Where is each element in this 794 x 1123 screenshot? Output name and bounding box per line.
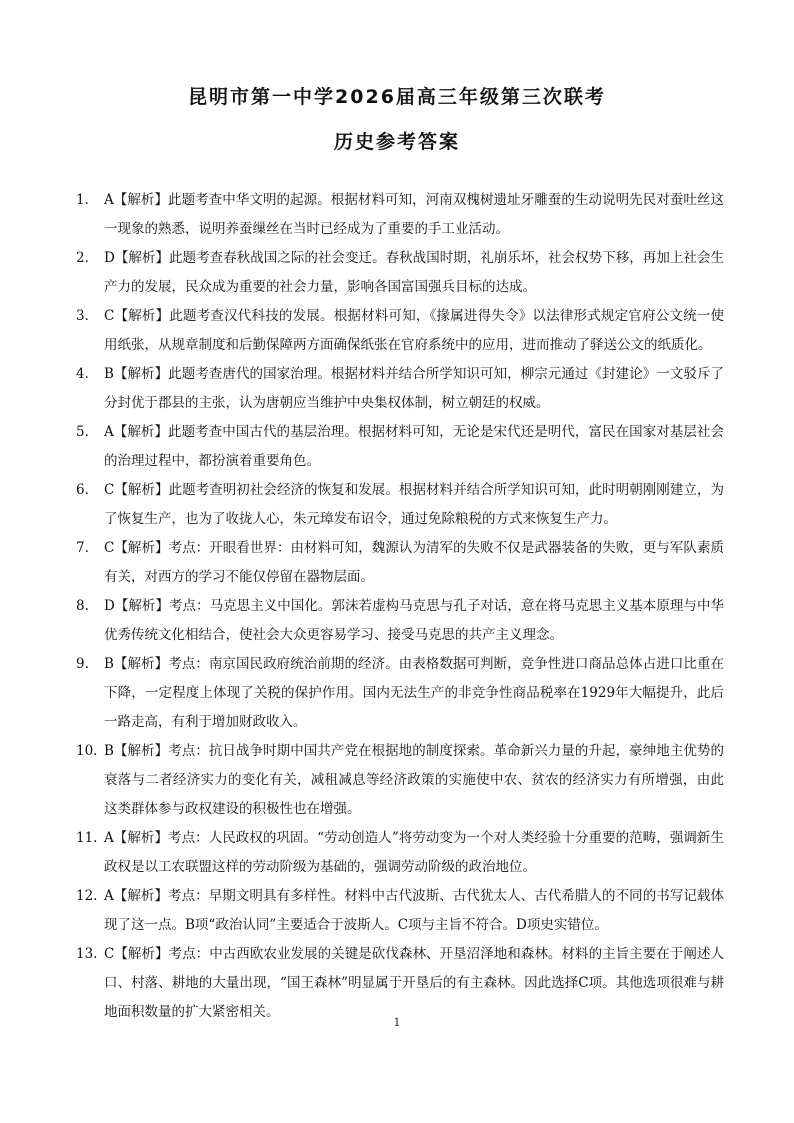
answer-text: C【解析】此题考查汉代科技的发展。根据材料可知，《掾属进得失令》以法律形式规定官府公文统一使用纸张，从规章制度和后勤保障两方面确保纸张在官府系统中的应用，进而推动了驿送公文的纸质化。 — [104, 308, 724, 353]
answer-number: 12. — [76, 888, 98, 904]
answer-number: 11. — [76, 830, 98, 846]
answer-number: 5． — [76, 424, 99, 440]
answer-number: 1． — [76, 192, 99, 208]
answer-number: 10. — [76, 743, 98, 759]
answer-item-4 — [76, 360, 724, 418]
answer-text: B【解析】考点：抗日战争时期中国共产党在根据地的制度探索。革命新兴力量的升起，豪绅地主优势的衰落与二者经济实力的变化有关，减租减息等经济政策的实施使中农、贫农的经济实力有所增强，由此这类群体参与政权建设的积极性也在增强。 — [104, 743, 724, 817]
answer-number: 4． — [76, 366, 99, 382]
answer-item-12 — [76, 882, 724, 940]
answer-text: D【解析】此题考查春秋战国之际的社会变迁。春秋战国时期，礼崩乐坏，社会权势下移，再加上社会生产力的发展，民众成为重要的社会力量，影响各国富国强兵目标的达成。 — [104, 250, 724, 295]
answer-number: 8. — [76, 598, 89, 614]
answer-number: 6． — [76, 482, 99, 498]
answer-text: D【解析】考点：马克思主义中国化。郭沫若虚构马克思与孔子对话，意在将马克思主义基本原理与中华优秀传统文化相结合，使社会大众更容易学习、接受马克思的共产主义理念。 — [104, 598, 724, 643]
answer-number: 3． — [76, 308, 99, 324]
answer-item-3 — [76, 302, 724, 360]
answer-item-10 — [76, 737, 724, 824]
answer-text: C【解析】考点：开眼看世界：由材料可知，魏源认为清军的失败不仅是武器装备的失败，更与军队素质有关，对西方的学习不能仅停留在器物层面。 — [104, 540, 724, 585]
answer-item-6 — [76, 476, 724, 534]
page-subtitle: 历史参考答案 — [333, 131, 460, 153]
answer-text: C【解析】此题考查明初社会经济的恢复和发展。根据材料并结合所学知识可知，此时明朝刚刚建立，为了恢复生产，也为了收拢人心，朱元璋发布诏令，通过免除粮税的方式来恢复生产力。 — [104, 482, 724, 527]
answer-list — [76, 186, 724, 1027]
answer-item-9 — [76, 650, 724, 737]
answer-item-1 — [76, 186, 724, 244]
page-title: 昆明市第一中学2026届高三年级第三次联考 — [188, 86, 606, 108]
answer-text: C【解析】考点：中古西欧农业发展的关键是砍伐森林、开垦沼泽地和森林。材料的主旨主要在于阐述人口、村落、耕地的大量出现，“国王森林”明显属于开垦后的有主森林。因此选择C项。其他选项很难与耕地面积数量的扩大紧密相关。 — [104, 946, 724, 1020]
page-number: 1 — [393, 1016, 401, 1029]
answer-number: 7. — [76, 540, 89, 556]
answer-number: 2． — [76, 250, 99, 266]
answer-text: A【解析】此题考查中华文明的起源。根据材料可知，河南双槐树遗址牙雕蚕的生动说明先民对蚕吐丝这一现象的熟悉，说明养蚕缫丝在当时已经成为了重要的手工业活动。 — [104, 192, 724, 237]
answer-item-8 — [76, 592, 724, 650]
answer-item-5 — [76, 418, 724, 476]
answer-text: B【解析】考点：南京国民政府统治前期的经济。由表格数据可判断，竞争性进口商品总体占进口比重在下降，一定程度上体现了关税的保护作用。国内无法生产的非竞争性商品税率在1929年大幅提升，此后一路走高，有利于增加财政收入。 — [104, 656, 724, 730]
answer-number: 13. — [76, 946, 98, 962]
answer-item-2 — [76, 244, 724, 302]
answer-item-11 — [76, 824, 724, 882]
answer-number: 9. — [76, 656, 89, 672]
answer-text: B【解析】此题考查唐代的国家治理。根据材料并结合所学知识可知，柳宗元通过《封建论》一文驳斥了分封优于郡县的主张，认为唐朝应当维护中央集权体制，树立朝廷的权威。 — [104, 366, 724, 411]
answer-text: A【解析】此题考查中国古代的基层治理。根据材料可知，无论是宋代还是明代，富民在国家对基层社会的治理过程中，都扮演着重要角色。 — [104, 424, 724, 469]
answer-text: A【解析】考点：人民政权的巩固。“劳动创造人”将劳动变为一个对人类经验十分重要的范畴，强调新生政权是以工农联盟这样的劳动阶级为基础的，强调劳动阶级的政治地位。 — [104, 830, 724, 875]
answer-text: A【解析】考点：早期文明具有多样性。材料中古代波斯、古代犹太人、古代希腊人的不同的书写记载体现了这一点。B项“政治认同”主要适合于波斯人。C项与主旨不符合。D项史实错位。 — [104, 888, 724, 933]
answer-item-7 — [76, 534, 724, 592]
answer-item-13 — [76, 940, 724, 1027]
